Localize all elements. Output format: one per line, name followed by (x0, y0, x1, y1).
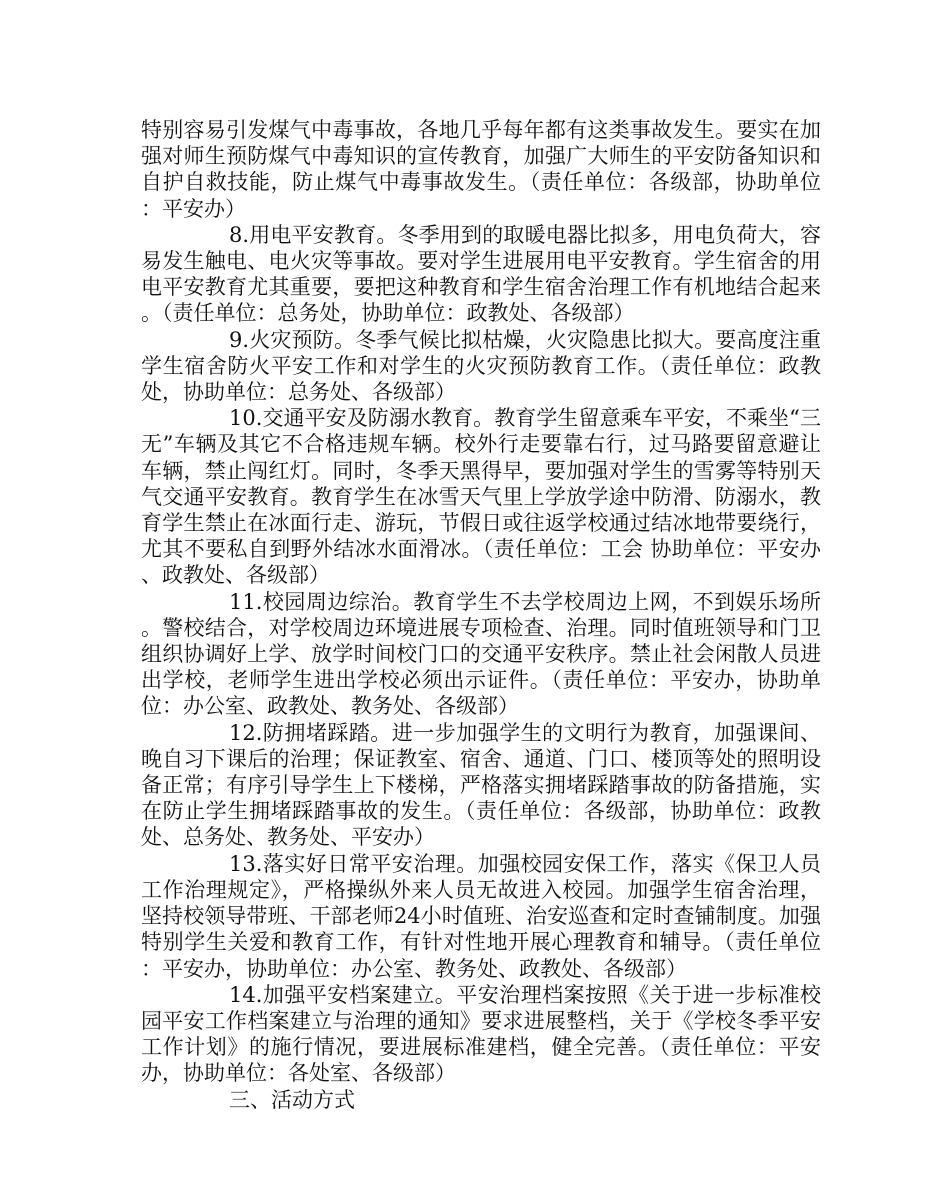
paragraph-safety-archives: 14.加强平安档案建立。平安治理档案按照《关于进一步标准校园平安工作档案建立与治理的通知》要求进展整档，关于《学校冬季平安工作计划》的施行情况，要进展标准建档，健全完善。（责任单位：平安办，协助单位：各处室、各级部） (141, 982, 821, 1086)
paragraph-fire-prevention: 9.火灾预防。冬季气候比拟枯燥，火灾隐患比拟大。要高度注重学生宿舍防火平安工作和对学生的火灾预防教育工作。（责任单位：政教处，协助单位：总务处、各级部） (141, 327, 821, 405)
paragraph-campus-surroundings: 11.校园周边综治。教育学生不去学校周边上网，不到娱乐场所。警校结合，对学校周边环境进展专项检查、治理。同时值班领导和门卫组织协调好上学、放学时间校门口的交通平安秩序。禁止社会闲散人员进出学校，老师学生进出学校必须出示证件。（责任单位：平安办，协助单位：办公室、政教处、教务处、各级部） (141, 589, 821, 719)
document-body (141, 117, 821, 1113)
paragraph-gas-poisoning: 特别容易引发煤气中毒事故，各地几乎每年都有这类事故发生。要实在加强对师生预防煤气中毒知识的宣传教育，加强广大师生的平安防备知识和自护自救技能，防止煤气中毒事故发生。（责任单位：各级部，协助单位：平安办） (141, 118, 821, 221)
section-heading-activity-method: 三、活动方式 (229, 1087, 355, 1112)
paragraph-daily-safety-management: 13.落实好日常平安治理。加强校园安保工作，落实《保卫人员工作治理规定》，严格操纵外来人员无故进入校园。加强学生宿舍治理，坚持校领导带班、干部老师24小时值班、治安巡查和定时查铺制度。加强特别学生关爱和教育工作，有针对性地开展心理教育和辅导。（责任单位：平安办，协助单位：办公室、教务处、政教处、各级部） (141, 851, 821, 981)
paragraph-traffic-safety: 10.交通平安及防溺水教育。教育学生留意乘车平安，不乘坐“三无”车辆及其它不合格违规车辆。校外行走要靠右行，过马路要留意避让车辆，禁止闯红灯。同时，冬季天黑得早，要加强对学生的雪雾等特别天气交通平安教育。教育学生在冰雪天气里上学放学途中防滑、防溺水，教育学生禁止在冰面行走、游玩，节假日或往返学校通过结冰地带要绕行，尤其不要私自到野外结冰水面滑冰。（责任单位：工会 协助单位：平安办、政教处、各级部） (141, 406, 821, 588)
paragraph-crowd-stampede: 12.防拥堵踩踏。进一步加强学生的文明行为教育，加强课间、晚自习下课后的治理；保证教室、宿舍、通道、门口、楼顶等处的照明设备正常；有序引导学生上下楼梯，严格落实拥堵踩踏事故的防备措施，实在防止学生拥堵踩踏事故的发生。（责任单位：各级部，协助单位：政教处、总务处、教务处、平安办） (141, 720, 821, 850)
paragraph-electricity-safety: 8.用电平安教育。冬季用到的取暖电器比拟多，用电负荷大，容易发生触电、电火灾等事故。要对学生进展用电平安教育。学生宿舍的用电平安教育尤其重要，要把这种教育和学生宿舍治理工作有机地结合起来。（责任单位：总务处，协助单位：政教处、各级部） (141, 222, 821, 326)
